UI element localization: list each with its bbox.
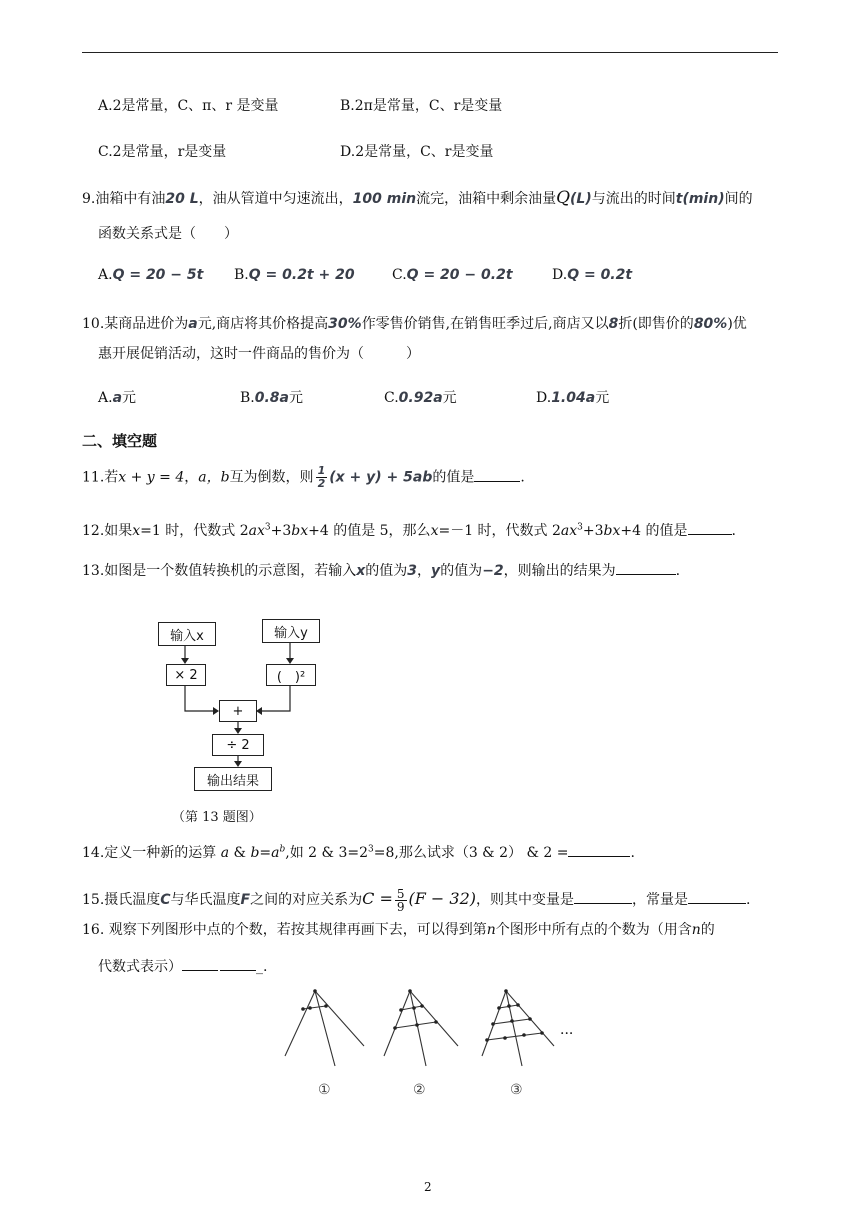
q16-label-1: ① xyxy=(318,1082,331,1098)
q9-stem: 9.油箱中有油20 L，油从管道中匀速流出，100 min流完，油箱中剩余油量Q(L)与流出的时间t(min)间的 xyxy=(82,188,753,208)
figure-13-caption: （第 13 题图） xyxy=(172,810,262,825)
q8-option-a: A.2是常量，C、π、r 是变量 xyxy=(98,98,279,114)
q10-option-a: A.a元 xyxy=(98,390,137,406)
q14-answer-blank[interactable] xyxy=(568,842,630,857)
connector-y-plus xyxy=(259,685,290,711)
q15-constant-blank[interactable] xyxy=(688,889,746,904)
figure-2 xyxy=(384,989,458,1066)
q11-answer-blank[interactable] xyxy=(474,467,520,482)
q12-answer-blank[interactable] xyxy=(688,520,732,535)
q8-option-b: B.2π是常量，C、r是变量 xyxy=(340,98,503,114)
q9-option-c: C.Q = 20 − 0.2t xyxy=(392,267,513,283)
flow-square: ( )² xyxy=(266,664,316,686)
q16-answer-blank-2[interactable] xyxy=(220,956,256,971)
flow-times-2: × 2 xyxy=(166,664,206,686)
q10-option-c: C.0.92a元 xyxy=(384,390,457,406)
q16-stem: 16. 观察下列图形中点的个数，若按其规律再画下去，可以得到第n个图形中所有点的个数为（用含n的 xyxy=(82,922,715,938)
section-heading: 二、填空题 xyxy=(82,432,158,450)
q16-label-2: ② xyxy=(413,1082,426,1098)
q12-stem: 12.如果x=1 时，代数式 $2ax^3+3bx+4$ 的值是 5，那么x=－1 时，代数式 $2ax^3+3bx+4$ 的值是 . xyxy=(82,520,736,541)
q13-answer-blank[interactable] xyxy=(616,560,676,575)
q10-option-b: B.0.8a元 xyxy=(240,390,303,406)
connector-x-plus xyxy=(185,685,216,711)
q13-stem: 13.如图是一个数值转换机的示意图，若输入x的值为3，y的值为−2，则输出的结果为 . xyxy=(82,560,680,581)
q9-option-d: D.Q = 0.2t xyxy=(552,267,633,283)
q16-answer-blank-1[interactable] xyxy=(182,956,218,971)
q14-stem: 14.定义一种新的运算 a & $b=a^b$,如 2 & $3=2^3=8$,那么试求（3 & 2） & 2 = . xyxy=(82,842,635,863)
q15-stem: 15.摄氏温度C与华氏温度F之间的对应关系为C = $\frac{5}{9}$ (F − 32)，则其中变量是 ，常量是 . xyxy=(82,886,751,914)
q16-label-3: ③ xyxy=(510,1082,523,1098)
q16-figures xyxy=(280,988,580,1068)
q16-stem-line2: 代数式表示） _. xyxy=(98,956,267,977)
q10-option-d: D.1.04a元 xyxy=(536,390,610,406)
q9-stem-line2: 函数关系式是（ ） xyxy=(98,226,238,242)
flow-input-y: 输入y xyxy=(262,619,320,643)
page-number: 2 xyxy=(424,1180,432,1194)
header-rule xyxy=(82,52,778,53)
q15-fraction: $\frac{5}{9}$ xyxy=(396,886,405,914)
q16-continuation-dots: ··· xyxy=(560,1026,574,1042)
figure-3 xyxy=(482,989,554,1066)
flow-divide-2: ÷ 2 xyxy=(212,734,264,756)
q10-stem: 10.某商品进价为a元,商店将其价格提高30%作零售价销售,在销售旺季过后,商店又以8折(即售价的80%)优 xyxy=(82,316,747,332)
q8-option-d: D.2是常量，C、r是变量 xyxy=(340,144,494,160)
figure-1 xyxy=(285,989,364,1066)
flow-plus: + xyxy=(219,700,257,722)
q11-stem: 11.若x + y = 4，a，b互为倒数，则 $\frac{1}{2}$ (x + y) + 5ab的值是 . xyxy=(82,464,525,490)
q8-option-c: C.2是常量，r是变量 xyxy=(98,144,227,160)
q9-option-b: B.Q = 0.2t + 20 xyxy=(234,267,355,283)
q9-option-a: A.Q = 20 − 5t xyxy=(98,267,204,283)
flow-input-x: 输入x xyxy=(158,622,216,646)
q10-stem-line2: 惠开展促销活动，这时一件商品的售价为（ ） xyxy=(98,346,420,362)
flow-output: 输出结果 xyxy=(194,767,272,791)
q11-fraction: $\frac{1}{2}$ xyxy=(317,464,326,490)
q15-variable-blank[interactable] xyxy=(574,889,632,904)
